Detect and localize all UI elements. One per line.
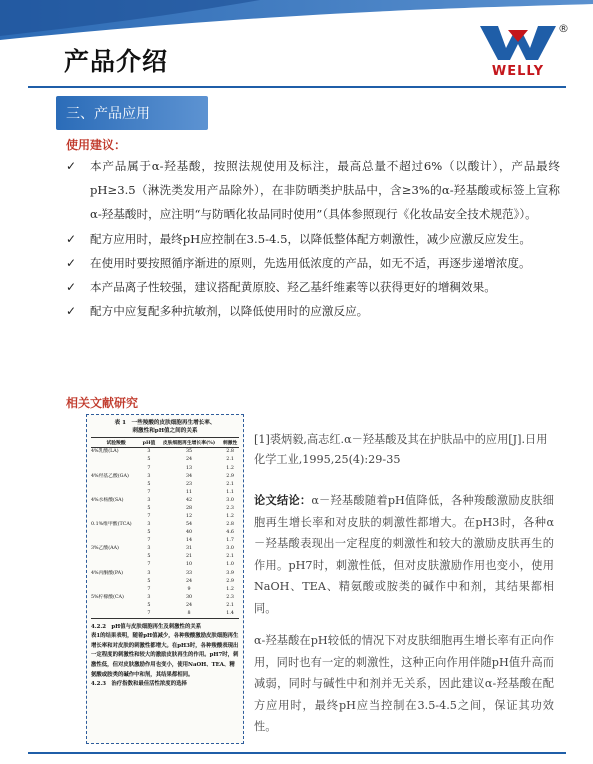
table-cell: 8 [157, 610, 221, 619]
table-cell [91, 553, 141, 561]
conclusion-label: 论文结论： [254, 494, 312, 507]
table-cell: 24 [185, 578, 193, 584]
table-cell: 2.9 [226, 473, 234, 479]
table-cell [91, 505, 141, 513]
title-divider [28, 86, 566, 88]
table-cell: 54 [185, 522, 193, 528]
table-cell: 3 [147, 546, 151, 552]
table-header: 刺激性 [221, 438, 239, 448]
table-row [91, 577, 239, 585]
table-cell: 7 [147, 586, 151, 592]
paper-conclusion [254, 490, 554, 620]
table-cell: 7 [147, 514, 151, 520]
table-cell: 10 [185, 562, 193, 568]
table-cell: 42 [185, 497, 193, 503]
table-row [91, 553, 239, 561]
section-tab [56, 96, 208, 130]
scan-table [91, 437, 239, 619]
table-cell [91, 561, 141, 569]
scan-body-text: 表1的结果表明，随着pH值减少，各种羧酸激励皮肤细胞再生增长率和对皮肤的刺激性都增大。在pH3时，各种羧酸表现出一定程度的刺激性和较大的激励皮肤再生的作用。pH7时，刺激性低，但对皮肤激励作用也变小，使用NaOH、TEA、精氨酸或胺类的碱作中和剂，其结果都相同。 [91, 633, 239, 678]
table-header: 试验羧酸 [91, 438, 141, 448]
checkmark-icon: ✓ [66, 159, 77, 173]
table-cell: 23 [185, 481, 193, 487]
table-cell: 14 [185, 538, 193, 544]
table-cell: 2.1 [226, 457, 234, 463]
table-cell: 2.1 [226, 481, 234, 487]
table-cell [91, 601, 141, 609]
table-row [91, 610, 239, 619]
table-cell: 3%乙酸(AA) [91, 546, 119, 552]
table-cell: 5 [147, 481, 151, 487]
table-row [91, 529, 239, 537]
table-row [91, 496, 239, 504]
welly-w-icon [478, 22, 558, 62]
registered-mark: ® [558, 22, 569, 35]
table-header: pH值 [141, 438, 157, 448]
checkmark-icon: ✓ [66, 231, 77, 246]
table-row [91, 464, 239, 472]
table-row [91, 488, 239, 496]
page-title: 产品介绍 [64, 47, 169, 76]
table-cell: 4%羟基乙酸(GA) [91, 473, 129, 479]
table-cell: 28 [185, 505, 193, 511]
table-cell: 3.0 [226, 546, 234, 552]
paper-scan [86, 414, 244, 744]
table-cell [91, 577, 141, 585]
table-row [91, 521, 239, 529]
list-item: ✓ 配方中应复配多种抗敏剂，以降低使用时的应激反应。 [66, 299, 560, 323]
checkmark-icon: ✓ [66, 280, 77, 295]
table-cell: 5 [147, 602, 151, 608]
table-cell: 5 [147, 578, 151, 584]
table-cell: 4%乳酸(LA) [91, 449, 119, 455]
scan-table-body [91, 448, 239, 619]
table-cell: 31 [185, 546, 193, 552]
table-row [91, 545, 239, 553]
table-cell [91, 585, 141, 593]
table-row [91, 585, 239, 593]
table-cell [91, 537, 141, 545]
table-cell: 9 [187, 586, 191, 592]
list-item: ✓ 本产品属于α-羟基酸，按照法规使用及标注，最高总量不超过6%（以酸计），产品最终pH≥3.5（淋洗类发用产品除外），在非防晒类护肤品中，含≥3%的α-羟基酸或标签上宣称α-羟基酸时，应注明“与防晒化妆品同时使用”（具体参照现行《化妆品安全技术规范》）。 [66, 154, 560, 227]
table-row [91, 537, 239, 545]
list-item: ✓ 在使用时要按照循序渐进的原则，先选用低浓度的产品，如无不适，再逐步递增浓度。 [66, 251, 560, 275]
table-cell: 40 [185, 530, 193, 536]
table-row [91, 448, 239, 457]
table-cell: 3.0 [226, 497, 234, 503]
table-row [91, 601, 239, 609]
table-cell: 12 [185, 514, 193, 520]
table-cell: 5 [147, 457, 151, 463]
table-cell: 1.4 [221, 610, 239, 619]
table-cell: 33 [185, 570, 193, 576]
table-cell: 3 [147, 449, 151, 455]
table-row [91, 593, 239, 601]
scan-body-footer: 4.2.3 治疗指数和最佳活性浓度的选择 [91, 681, 187, 688]
table-cell: 1.7 [226, 538, 234, 544]
table-row [91, 561, 239, 569]
table-cell: 1.2 [226, 586, 234, 592]
footer-divider [28, 752, 566, 754]
table-row [91, 456, 239, 464]
table-cell: 4.6 [226, 530, 234, 536]
table-row [91, 480, 239, 488]
table-cell: 13 [185, 465, 193, 471]
table-cell: 1.2 [226, 514, 234, 520]
table-cell: 5 [147, 505, 151, 511]
scan-caption: 刺激性和pH值之间的关系 [132, 428, 198, 434]
table-cell: 24 [185, 457, 193, 463]
table-cell: 24 [185, 602, 193, 608]
brand-name: WELLY [491, 64, 545, 79]
table-cell: 7 [147, 562, 151, 568]
brand-logo [478, 22, 574, 82]
table-cell: 2.9 [226, 578, 234, 584]
scan-body [91, 623, 239, 690]
table-header: 皮肤细胞再生增长率(%) [157, 438, 221, 448]
table-row [91, 569, 239, 577]
table-cell: 2.8 [226, 522, 234, 528]
table-cell: 4%水杨酸(SA) [91, 497, 124, 503]
table-row [91, 472, 239, 480]
table-cell [91, 488, 141, 496]
table-cell: 7 [141, 610, 157, 619]
table-cell [91, 456, 141, 464]
scan-caption: 表 1 一些羧酸的皮肤细胞再生增长率、 [114, 420, 216, 426]
table-cell: 34 [185, 473, 193, 479]
table-row [91, 505, 239, 513]
table-cell: 3 [147, 522, 151, 528]
table-cell: 2.1 [226, 602, 234, 608]
table-cell: 21 [185, 554, 193, 560]
table-cell [91, 464, 141, 472]
usage-heading: 使用建议： [66, 138, 127, 152]
summary-paragraph: α-羟基酸在pH较低的情况下对皮肤细胞再生增长率有正向作用，同时也有一定的刺激性，这种正向作用伴随pH值升高而减弱，同时与碱性中和剂并无关系，因此建议α-羟基酸在配方应用时，最终pH应当控制在3.5-4.5之间，保证其功效性。 [254, 634, 554, 734]
table-cell: 5 [147, 530, 151, 536]
table-cell: 1.1 [226, 489, 234, 495]
table-cell: 3 [147, 570, 151, 576]
table-cell: 7 [147, 538, 151, 544]
table-cell: 3 [147, 473, 151, 479]
conclusion-text: α－羟基酸随着pH值降低，各种羧酸激励皮肤细胞再生增长率和对皮肤的刺激性都增大。在pH3时，各种α－羟基酸表现出一定程度的刺激性和较大的激励皮肤再生的作用。pH7时，刺激性低，但对皮肤激励作用也变小，使用NaOH、TEA、精氨酸或胺类的碱作中和剂，其结果都相同。 [254, 494, 554, 615]
checkmark-icon: ✓ [66, 255, 77, 270]
table-cell: 11 [185, 489, 193, 495]
table-cell: 4%丙酮酸(PA) [91, 570, 123, 576]
reference-citation: [1]裘炳毅,高志红.α－羟基酸及其在护肤品中的应用[J].日用化学工业,1995,25(4):29-35 [254, 433, 548, 466]
table-cell: 2.8 [226, 449, 234, 455]
list-item: ✓ 配方应用时，最终pH应控制在3.5-4.5，以降低整体配方刺激性，减少应激反应发生。 [66, 227, 560, 251]
table-cell [91, 610, 141, 619]
table-cell: 5%柠檬酸(CA) [91, 594, 124, 600]
table-cell: 2.3 [226, 594, 234, 600]
table-cell: 3 [147, 497, 151, 503]
section-label: 三、产品应用 [66, 106, 150, 122]
checkmark-icon: ✓ [66, 304, 77, 319]
table-cell: 7 [147, 465, 151, 471]
table-cell: 3 [147, 594, 151, 600]
usage-list [66, 154, 560, 323]
table-cell: 0.1%维甲酸(TCA) [91, 522, 132, 528]
table-cell: 1.0 [226, 562, 234, 568]
table-cell: 30 [185, 594, 193, 600]
table-cell: 2.1 [226, 554, 234, 560]
table-cell: 5 [147, 554, 151, 560]
table-cell: 2.3 [226, 505, 234, 511]
table-cell: 3.9 [226, 570, 234, 576]
table-cell: 1.2 [226, 465, 234, 471]
table-cell [91, 513, 141, 521]
table-cell: 35 [185, 449, 193, 455]
scan-body-heading: 4.2.2 pH值与皮肤细胞再生及刺激性的关系 [91, 623, 202, 630]
table-cell [91, 480, 141, 488]
list-item: ✓ 本产品离子性较强，建议搭配黄原胶、羟乙基纤维素等以获得更好的增稠效果。 [66, 275, 560, 299]
table-row [91, 513, 239, 521]
table-cell: 7 [147, 489, 151, 495]
table-cell [91, 529, 141, 537]
literature-heading: 相关文献研究 [66, 396, 139, 410]
